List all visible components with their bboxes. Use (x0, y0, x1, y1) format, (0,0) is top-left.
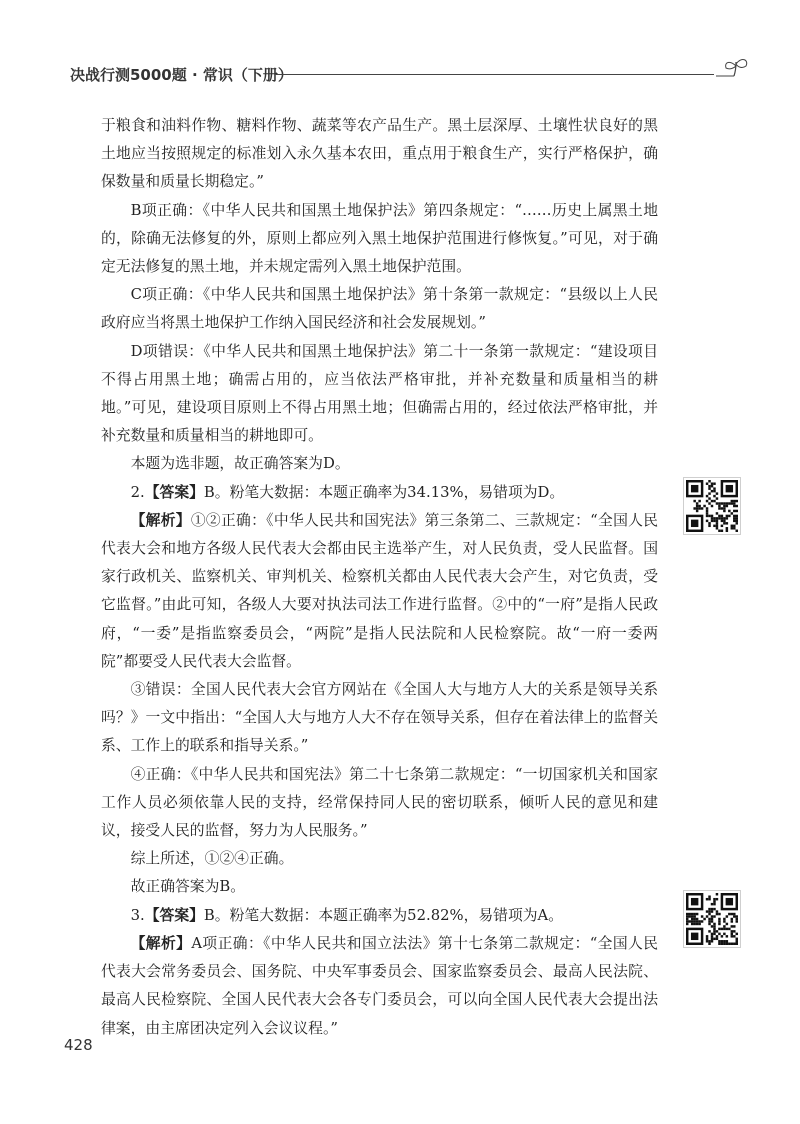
page-header (70, 60, 750, 90)
answer-tag: 【答案】 (144, 906, 204, 924)
answer-text: B。粉笔大数据：本题正确率为34.13%，易错项为D。 (203, 483, 565, 501)
analysis-text: A项正确：《中华人民共和国立法法》第十七条第二款规定：“全国人民代表大会常务委员会、国务院、中央军事委员会、国家监察委员会、最高人民法院、最高人民检察院、全国人民代表大会各专门委员会，可以向全国人民代表大会提出法律案，由主席团决定列入会议议程。” (101, 934, 658, 1037)
paragraph: C项正确：《中华人民共和国黑土地保护法》第十条第一款规定：“县级以上人民政府应当将黑土地保护工作纳入国民经济和社会发展规划。” (101, 286, 658, 332)
book-title: 决战行测5000题 · 常识（下册） (70, 66, 293, 84)
question-number: 3. (130, 906, 145, 924)
question-2-analysis (101, 507, 658, 676)
header-rule (275, 74, 714, 75)
answer-text (101, 112, 658, 1043)
answer-tag: 【答案】 (144, 483, 204, 501)
answer-text: B。粉笔大数据：本题正确率为52.82%，易错项为A。 (203, 906, 564, 924)
paragraph: 于粮食和油料作物、糖料作物、蔬菜等农产品生产。黑土层深厚、土壤性状良好的黑土地应当按照规定的标准划入永久基本农田，重点用于粮食生产，实行严格保护，确保数量和质量长期稳定。” (101, 117, 658, 191)
paragraph: ④正确：《中华人民共和国宪法》第二十七条第二款规定：“一切国家机关和国家工作人员必须依靠人民的支持，经常保持同人民的密切联系，倾听人民的意见和建议，接受人民的监督，努力为人民服务。” (101, 765, 658, 840)
question-2-answer (101, 479, 658, 507)
question-number: 2. (130, 483, 145, 501)
analysis-text: ①②正确：《中华人民共和国宪法》第三条第二、三款规定：“全国人民代表大会和地方各级人民代表大会都由民主选举产生，对人民负责，受人民监督。国家行政机关、监察机关、审判机关、检察机关都由人民代表大会产生，对它负责，受它监督。”由此可知，各级人大要对执法司法工作进行监督。②中的“一府”是指人民政府，“一委”是指监察委员会，“两院”是指人民法院和人民检察院。故“一府一委两院”都要受人民代表大会监督。 (101, 511, 658, 670)
question-3-analysis (101, 930, 658, 1043)
question-3-answer (101, 902, 658, 930)
qr-code-icon[interactable] (683, 890, 741, 948)
qr-code-icon[interactable] (683, 477, 741, 535)
paragraph: D项错误：《中华人民共和国黑土地保护法》第二十一条第一款规定：“建设项目不得占用黑土地；确需占用的，应当依法严格审批，并补充数量和质量相当的耕地。”可见，建设项目原则上不得占用黑土地；但确需占用的，经过依法严格审批，并补充数量和质量相当的耕地即可。 (101, 342, 658, 445)
paragraph: ③错误：全国人民代表大会官方网站在《全国人大与地方人大的关系是领导关系吗？》一文中指出：“全国人大与地方人大不存在领导关系，但存在着法律上的监督关系、工作上的联系和指导关系。” (101, 681, 658, 755)
sprout-icon (714, 56, 750, 86)
paragraph: 综上所述，①②④正确。 (130, 850, 294, 868)
paragraph: 本题为选非题，故正确答案为D。 (130, 455, 350, 473)
paragraph: 故正确答案为B。 (130, 878, 246, 896)
analysis-tag: 【解析】 (130, 934, 192, 952)
paragraph: B项正确：《中华人民共和国黑土地保护法》第四条规定：“……历史上属黑土地的，除确无法修复的外，原则上都应列入黑土地保护范围进行修恢复。”可见，对于确定无法修复的黑土地，并未规定需列入黑土地保护范围。 (101, 201, 658, 276)
analysis-tag: 【解析】 (130, 511, 191, 529)
page-number: 428 (64, 1036, 93, 1054)
